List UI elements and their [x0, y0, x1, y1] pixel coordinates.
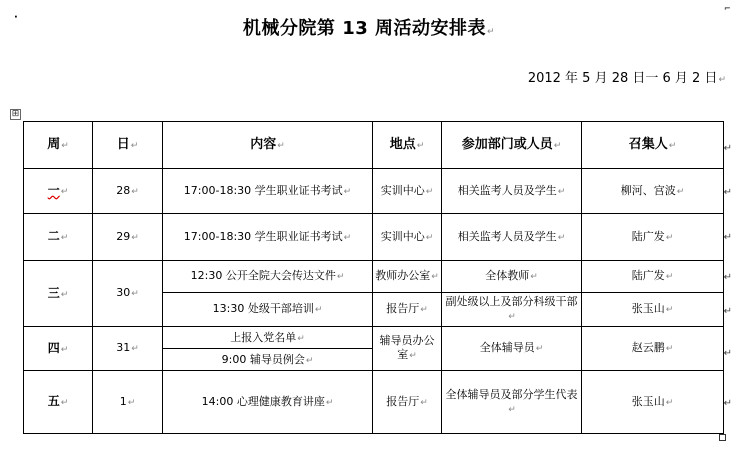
content-cell: 12:30 公开全院大会传达文件↵ — [163, 261, 373, 293]
paragraph-mark: ↵ — [487, 27, 496, 37]
convener-cell: 张玉山↵ — [582, 371, 724, 434]
location-cell: 教师办公室↵ — [373, 261, 442, 293]
convener-cell: 赵云鹏↵ — [582, 327, 724, 371]
date-range-text: 2012 年 5 月 28 日一 6 月 2 日 — [527, 71, 718, 86]
weekday-cell: 四↵ — [24, 327, 93, 371]
document-title — [0, 14, 738, 40]
participants-cell: 全体教师↵ — [442, 261, 582, 293]
location-cell: 报告厅↵ — [373, 371, 442, 434]
weekday-cell: 二↵ — [24, 214, 93, 261]
table-move-handle-icon[interactable]: ⊞ — [11, 109, 20, 119]
table-resize-handle[interactable] — [719, 434, 726, 441]
top-right-corner-mark: ⌐ — [724, 4, 731, 13]
weekday-cell: 五↵ — [24, 371, 93, 434]
content-cell: 14:00 心理健康教育讲座↵ — [163, 371, 373, 434]
row-end-mark: ↵ — [723, 348, 732, 359]
day-cell: 28↵ — [93, 169, 163, 214]
day-cell: 1↵ — [93, 371, 163, 434]
day-cell: 29↵ — [93, 214, 163, 261]
content-cell: 13:30 处级干部培训↵ — [163, 293, 373, 327]
header-convener: 召集人↵ — [582, 122, 724, 169]
convener-cell: 张玉山↵ — [582, 293, 724, 327]
header-participants: 参加部门或人员↵ — [442, 122, 582, 169]
participants-cell: 全体辅导员↵ — [442, 327, 582, 371]
content-cell: 17:00-18:30 学生职业证书考试↵ — [163, 214, 373, 261]
table-row — [24, 214, 724, 261]
convener-cell: 陆广发↵ — [582, 214, 724, 261]
row-end-mark: ↵ — [723, 306, 732, 317]
convener-cell: 柳河、宫波↵ — [582, 169, 724, 214]
header-content: 内容↵ — [163, 122, 373, 169]
row-end-mark: ↵ — [723, 272, 732, 283]
weekday-cell: 三↵ — [24, 261, 93, 327]
table-row — [24, 327, 724, 371]
date-range — [528, 67, 726, 86]
location-cell: 报告厅↵ — [373, 293, 442, 327]
title-text: 机械分院第 13 周活动安排表 — [242, 18, 487, 39]
header-row — [24, 122, 724, 169]
location-cell: 实训中心↵ — [373, 169, 442, 214]
header-location: 地点↵ — [373, 122, 442, 169]
row-end-mark: ↵ — [723, 232, 732, 243]
location-cell: 实训中心↵ — [373, 214, 442, 261]
content-cell — [163, 327, 373, 371]
table-row — [24, 169, 724, 214]
participants-cell: 全体辅导员及部分学生代表↵ — [442, 371, 582, 434]
content-cell: 17:00-18:30 学生职业证书考试↵ — [163, 169, 373, 214]
schedule-table — [23, 121, 724, 434]
row-end-mark: ↵ — [723, 143, 732, 154]
weekday-cell: 一↵ — [24, 169, 93, 214]
convener-cell: 陆广发↵ — [582, 261, 724, 293]
participants-cell: 相关监考人员及学生↵ — [442, 214, 582, 261]
table-row — [24, 371, 724, 434]
corner-dot: · — [14, 12, 18, 23]
row-end-mark: ↵ — [723, 187, 732, 198]
day-cell: 31↵ — [93, 327, 163, 371]
participants-cell: 相关监考人员及学生↵ — [442, 169, 582, 214]
header-week: 周↵ — [24, 122, 93, 169]
location-cell: 辅导员办公室↵ — [373, 327, 442, 371]
table-row — [24, 261, 724, 293]
content-line: 9:00 辅导员例会↵ — [163, 348, 372, 370]
paragraph-mark: ↵ — [718, 75, 726, 85]
day-cell: 30↵ — [93, 261, 163, 327]
content-line: 上报入党名单↵ — [230, 331, 305, 344]
row-end-mark: ↵ — [723, 398, 732, 409]
participants-cell: 副处级以上及部分科级干部↵ — [442, 293, 582, 327]
header-day: 日↵ — [93, 122, 163, 169]
